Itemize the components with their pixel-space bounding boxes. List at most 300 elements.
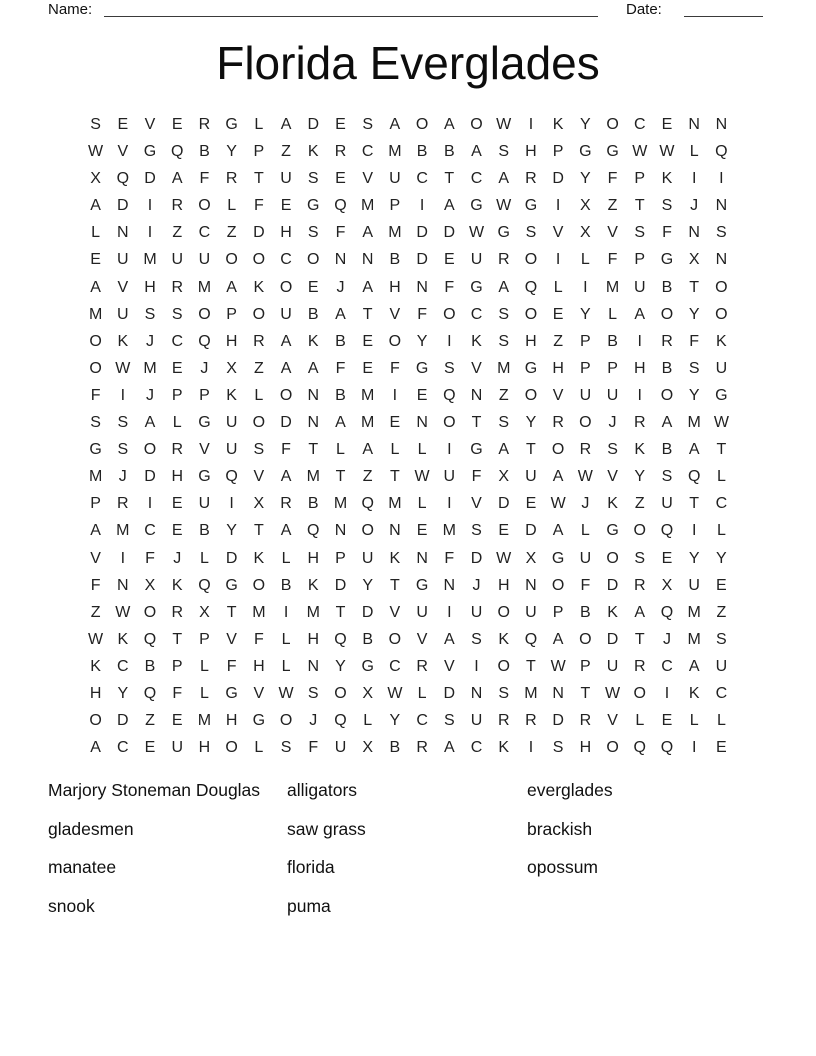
grid-letter: R	[280, 495, 292, 513]
grid-letter: Q	[687, 468, 701, 486]
grid-letter: C	[198, 224, 211, 242]
grid-letter: X	[580, 224, 591, 242]
grid-letter: N	[688, 224, 700, 242]
grid-letter: Q	[225, 468, 238, 486]
grid-letter: P	[171, 386, 183, 404]
grid-letter: F	[471, 468, 482, 486]
grid-letter: H	[225, 332, 238, 350]
grid-letter: O	[198, 197, 211, 215]
grid-letter: U	[389, 170, 401, 188]
grid-letter: C	[715, 684, 728, 702]
grid-letter: P	[580, 332, 591, 350]
grid-letter: L	[580, 522, 590, 540]
grid-letter: U	[470, 603, 483, 621]
grid-letter: T	[634, 630, 645, 648]
grid-letter: A	[226, 278, 237, 296]
grid-letter: K	[171, 576, 183, 594]
grid-letter: A	[443, 739, 455, 757]
grid-letter: I	[528, 739, 534, 757]
grid-letter: G	[660, 251, 674, 269]
grid-letter: G	[579, 143, 592, 161]
grid-letter: A	[443, 197, 455, 215]
grid-letter: L	[254, 386, 264, 404]
grid-letter: E	[171, 495, 183, 513]
grid-letter: Q	[116, 170, 130, 188]
grid-letter: V	[416, 630, 428, 648]
grid-letter: G	[198, 414, 211, 432]
grid-letter: E	[716, 739, 727, 757]
grid-letter: F	[253, 197, 264, 215]
grid-letter: S	[307, 170, 319, 188]
grid-letter: O	[443, 305, 456, 323]
grid-letter: N	[525, 576, 537, 594]
grid-letter: K	[498, 739, 510, 757]
grid-letter: E	[171, 116, 183, 133]
grid-letter: Q	[660, 522, 674, 540]
grid-letter: F	[308, 739, 319, 757]
grid-letter: D	[525, 522, 537, 540]
grid-letter: U	[579, 386, 592, 404]
grid-letter: N	[361, 251, 374, 269]
grid-letter: A	[634, 305, 646, 323]
grid-letter: D	[443, 224, 456, 242]
grid-letter: R	[225, 170, 238, 188]
grid-letter: D	[416, 224, 428, 242]
grid-letter: S	[307, 684, 319, 702]
grid-letter: A	[634, 603, 646, 621]
grid-letter: V	[199, 441, 210, 459]
grid-letter: N	[715, 116, 728, 133]
grid-letter: U	[633, 278, 646, 296]
grid-letter: R	[633, 576, 646, 594]
grid-letter: M	[388, 143, 402, 161]
grid-letter: K	[552, 116, 564, 133]
grid-letter: O	[252, 576, 266, 594]
grid-letter: H	[307, 630, 320, 648]
grid-letter: A	[144, 414, 156, 432]
grid-letter: T	[335, 468, 346, 486]
grid-letter: E	[144, 739, 156, 757]
word-list-item: Marjory Stoneman Douglas	[48, 780, 261, 800]
grid-letter: D	[117, 197, 129, 215]
grid-letter: O	[279, 712, 293, 730]
grid-letter: W	[550, 657, 566, 675]
grid-letter: L	[281, 549, 291, 567]
grid-letter: H	[525, 143, 537, 161]
grid-letter: A	[552, 522, 564, 540]
grid-letter: I	[637, 332, 642, 350]
grid-letter: O	[606, 116, 619, 133]
grid-letter: T	[689, 495, 700, 513]
grid-letter: I	[447, 495, 452, 513]
grid-letter: Q	[633, 739, 646, 757]
grid-letter: B	[144, 657, 156, 675]
grid-letter: D	[334, 576, 347, 594]
grid-letter: B	[389, 739, 401, 757]
grid-letter: I	[147, 197, 153, 215]
grid-letter: U	[416, 603, 428, 621]
grid-letter: U	[470, 251, 483, 269]
grid-letter: T	[253, 170, 264, 188]
grid-letter: E	[716, 576, 727, 594]
grid-letter: N	[552, 684, 564, 702]
grid-letter: T	[526, 657, 536, 675]
grid-letter: A	[90, 739, 101, 757]
grid-letter: H	[144, 278, 156, 296]
grid-letter: R	[117, 495, 129, 513]
grid-letter: M	[687, 603, 701, 621]
grid-letter: C	[715, 495, 728, 513]
grid-letter: Y	[634, 468, 646, 486]
grid-letter: S	[144, 305, 156, 323]
grid-letter: Y	[580, 170, 591, 188]
grid-letter: A	[335, 305, 346, 323]
grid-letter: M	[333, 495, 348, 513]
grid-letter: T	[444, 170, 455, 188]
grid-letter: S	[498, 305, 510, 323]
grid-letter: B	[607, 332, 618, 350]
grid-letter: V	[552, 386, 564, 404]
grid-letter: F	[226, 657, 237, 675]
grid-letter: H	[225, 712, 238, 730]
grid-letter: C	[661, 657, 673, 675]
grid-letter: C	[280, 251, 292, 269]
grid-letter: L	[281, 657, 291, 675]
grid-letter: Y	[362, 576, 374, 594]
grid-letter: Z	[498, 386, 509, 404]
grid-letter: F	[281, 441, 291, 459]
grid-letter: P	[552, 603, 564, 621]
grid-letter: I	[283, 603, 289, 621]
grid-letter: O	[524, 251, 538, 269]
grid-letter: J	[200, 359, 209, 377]
grid-letter: U	[606, 386, 619, 404]
grid-letter: U	[171, 739, 183, 757]
grid-letter: E	[362, 359, 374, 377]
grid-letter: V	[443, 657, 455, 675]
grid-letter: P	[634, 251, 646, 269]
grid-letter: Y	[335, 657, 346, 675]
grid-letter: V	[253, 468, 265, 486]
grid-letter: N	[688, 116, 700, 133]
grid-letter: P	[580, 359, 591, 377]
grid-letter: D	[253, 224, 265, 242]
grid-letter: A	[171, 170, 183, 188]
grid-letter: A	[688, 657, 700, 675]
grid-letter: S	[90, 116, 101, 133]
grid-letter: I	[691, 739, 697, 757]
grid-letter: L	[716, 468, 726, 486]
grid-letter: N	[416, 278, 428, 296]
grid-letter: T	[308, 441, 319, 459]
grid-letter: V	[144, 116, 156, 133]
grid-letter: L	[553, 278, 563, 296]
grid-letter: J	[581, 495, 590, 513]
grid-letter: A	[362, 441, 374, 459]
grid-letter: J	[662, 630, 671, 648]
grid-letter: A	[90, 197, 101, 215]
grid-letter: S	[443, 359, 455, 377]
grid-letter: S	[90, 414, 101, 432]
grid-letter: O	[143, 441, 157, 459]
grid-letter: N	[715, 251, 728, 269]
grid-letter: R	[497, 712, 510, 730]
grid-letter: P	[199, 630, 210, 648]
grid-letter: O	[660, 386, 674, 404]
grid-letter: A	[280, 522, 292, 540]
grid-letter: H	[552, 359, 564, 377]
grid-letter: G	[225, 116, 238, 133]
grid-letter: N	[307, 386, 320, 404]
grid-letter: C	[470, 305, 483, 323]
grid-letter: E	[335, 116, 346, 133]
grid-letter: W	[414, 468, 430, 486]
grid-letter: S	[552, 739, 564, 757]
grid-letter: X	[199, 603, 210, 621]
grid-letter: B	[335, 332, 346, 350]
grid-letter: A	[498, 441, 510, 459]
grid-letter: O	[579, 630, 592, 648]
grid-letter: V	[389, 603, 401, 621]
grid-letter: I	[637, 386, 642, 404]
grid-letter: Z	[90, 603, 101, 621]
grid-letter: Z	[607, 197, 618, 215]
grid-letter: B	[307, 305, 319, 323]
grid-letter: L	[199, 549, 209, 567]
grid-letter: U	[198, 251, 211, 269]
grid-letter: G	[198, 468, 211, 486]
grid-letter: T	[526, 441, 536, 459]
grid-letter: O	[89, 712, 102, 730]
name-blank-line	[104, 0, 598, 17]
grid-letter: C	[416, 170, 428, 188]
grid-letter: G	[524, 197, 538, 215]
grid-letter: F	[90, 386, 101, 404]
grid-letter: Z	[553, 332, 564, 350]
grid-letter: L	[363, 712, 373, 730]
grid-letter: O	[252, 305, 266, 323]
date-label: Date:	[626, 1, 662, 18]
grid-letter: B	[307, 495, 319, 513]
grid-letter: F	[253, 630, 264, 648]
grid-letter: K	[90, 657, 101, 675]
grid-letter: Y	[716, 549, 727, 567]
grid-letter: E	[389, 414, 401, 432]
grid-letter: L	[281, 630, 291, 648]
grid-letter: N	[307, 414, 320, 432]
grid-letter: Q	[198, 576, 211, 594]
grid-letter: J	[608, 414, 617, 432]
grid-letter: M	[687, 630, 701, 648]
grid-letter: U	[525, 603, 537, 621]
grid-letter: O	[225, 251, 238, 269]
grid-letter: R	[525, 712, 537, 730]
grid-letter: F	[90, 576, 101, 594]
grid-letter: U	[715, 657, 728, 675]
grid-letter: X	[90, 170, 101, 188]
grid-letter: P	[199, 386, 210, 404]
grid-letter: Z	[145, 712, 155, 730]
grid-letter: M	[88, 468, 103, 486]
grid-letter: A	[688, 441, 700, 459]
grid-letter: D	[225, 549, 238, 567]
grid-letter: Q	[143, 630, 157, 648]
grid-letter: P	[580, 657, 591, 675]
grid-letter: I	[447, 332, 452, 350]
grid-letter: O	[606, 739, 619, 757]
grid-letter: P	[607, 359, 618, 377]
grid-letter: T	[471, 414, 482, 432]
grid-letter: R	[171, 441, 183, 459]
grid-letter: K	[471, 332, 482, 350]
grid-letter: B	[199, 522, 210, 540]
grid-letter: O	[443, 414, 456, 432]
grid-letter: O	[470, 116, 483, 133]
grid-letter: L	[608, 305, 617, 323]
grid-letter: X	[362, 739, 374, 757]
grid-letter: N	[470, 386, 483, 404]
grid-letter: Q	[334, 712, 347, 730]
grid-letter: C	[144, 522, 156, 540]
grid-letter: R	[633, 414, 646, 432]
word-list-item: gladesmen	[48, 818, 134, 839]
grid-letter: H	[307, 549, 320, 567]
grid-letter: J	[173, 549, 182, 567]
grid-letter: A	[335, 414, 346, 432]
grid-letter: J	[146, 386, 155, 404]
grid-letter: O	[524, 386, 538, 404]
grid-letter: G	[89, 441, 102, 459]
grid-letter: R	[579, 712, 592, 730]
grid-letter: I	[120, 386, 126, 404]
grid-letter: N	[334, 251, 347, 269]
grid-letter: O	[660, 305, 674, 323]
grid-letter: W	[387, 684, 403, 702]
grid-letter: W	[88, 143, 104, 161]
grid-letter: W	[278, 684, 294, 702]
grid-letter: V	[471, 495, 482, 513]
grid-letter: A	[389, 116, 401, 133]
grid-letter: T	[335, 603, 346, 621]
grid-letter: M	[197, 278, 212, 296]
grid-letter: I	[147, 224, 153, 242]
grid-letter: L	[172, 414, 182, 432]
grid-letter: V	[362, 170, 374, 188]
grid-letter: Z	[172, 224, 183, 242]
grid-letter: N	[117, 224, 129, 242]
grid-letter: I	[447, 603, 452, 621]
grid-letter: N	[715, 197, 728, 215]
grid-letter: I	[419, 197, 425, 215]
grid-letter: S	[117, 441, 129, 459]
grid-letter: K	[307, 143, 319, 161]
word-list-column	[48, 771, 287, 926]
grid-letter: K	[389, 549, 401, 567]
grid-letter: O	[715, 278, 728, 296]
grid-letter: A	[280, 468, 292, 486]
grid-letter: M	[388, 495, 402, 513]
grid-letter: S	[471, 630, 482, 648]
word-list-column	[527, 771, 768, 926]
grid-letter: P	[552, 143, 564, 161]
grid-letter: U	[280, 170, 292, 188]
grid-letter: R	[253, 332, 265, 350]
grid-letter: T	[362, 305, 373, 323]
grid-letter: A	[362, 278, 374, 296]
date-blank-line	[684, 0, 763, 17]
grid-letter: L	[716, 712, 726, 730]
grid-letter: L	[390, 441, 400, 459]
grid-letter: G	[606, 143, 619, 161]
grid-letter: P	[335, 549, 346, 567]
grid-letter: H	[497, 576, 510, 594]
grid-letter: F	[417, 305, 427, 323]
grid-letter: S	[498, 414, 510, 432]
grid-letter: S	[607, 441, 618, 459]
grid-letter: M	[197, 712, 212, 730]
grid-letter: K	[307, 576, 319, 594]
grid-letter: S	[280, 739, 292, 757]
name-label: Name:	[48, 1, 93, 18]
grid-letter: K	[716, 332, 727, 350]
grid-letter: Z	[281, 143, 291, 161]
grid-letter: V	[90, 549, 101, 567]
grid-letter: M	[361, 414, 375, 432]
grid-letter: G	[225, 576, 238, 594]
grid-letter: W	[115, 603, 131, 621]
grid-letter: T	[689, 278, 700, 296]
grid-letter: L	[716, 522, 726, 540]
grid-letter: R	[416, 739, 428, 757]
grid-letter: H	[89, 684, 102, 702]
grid-letter: O	[415, 116, 429, 133]
grid-letter: D	[144, 468, 156, 486]
grid-letter: H	[389, 278, 401, 296]
grid-letter: G	[470, 441, 483, 459]
grid-letter: I	[392, 386, 398, 404]
grid-letter: N	[389, 522, 401, 540]
grid-letter: N	[334, 522, 347, 540]
grid-letter: W	[659, 143, 675, 161]
grid-letter: G	[252, 712, 266, 730]
grid-letter: U	[117, 305, 129, 323]
grid-letter: R	[633, 657, 646, 675]
grid-letter: L	[254, 739, 264, 757]
grid-letter: Q	[171, 143, 184, 161]
grid-letter: L	[635, 712, 645, 730]
grid-letter: D	[361, 603, 374, 621]
grid-letter: T	[634, 197, 645, 215]
grid-letter: T	[226, 603, 237, 621]
word-list-item: brackish	[527, 818, 593, 839]
grid-letter: G	[470, 278, 483, 296]
grid-letter: P	[171, 657, 183, 675]
grid-letter: R	[416, 657, 428, 675]
grid-letter: H	[253, 657, 265, 675]
grid-letter: P	[253, 143, 265, 161]
grid-letter: V	[117, 278, 129, 296]
grid-letter: A	[280, 116, 292, 133]
grid-letter: Q	[143, 684, 157, 702]
grid-letter: J	[146, 332, 155, 350]
grid-letter: N	[307, 657, 320, 675]
grid-letter: A	[471, 143, 482, 161]
grid-letter: M	[361, 197, 375, 215]
grid-letter: X	[226, 359, 237, 377]
grid-letter: K	[117, 630, 129, 648]
grid-letter: O	[89, 332, 102, 350]
word-list-item: opossum	[527, 857, 599, 878]
